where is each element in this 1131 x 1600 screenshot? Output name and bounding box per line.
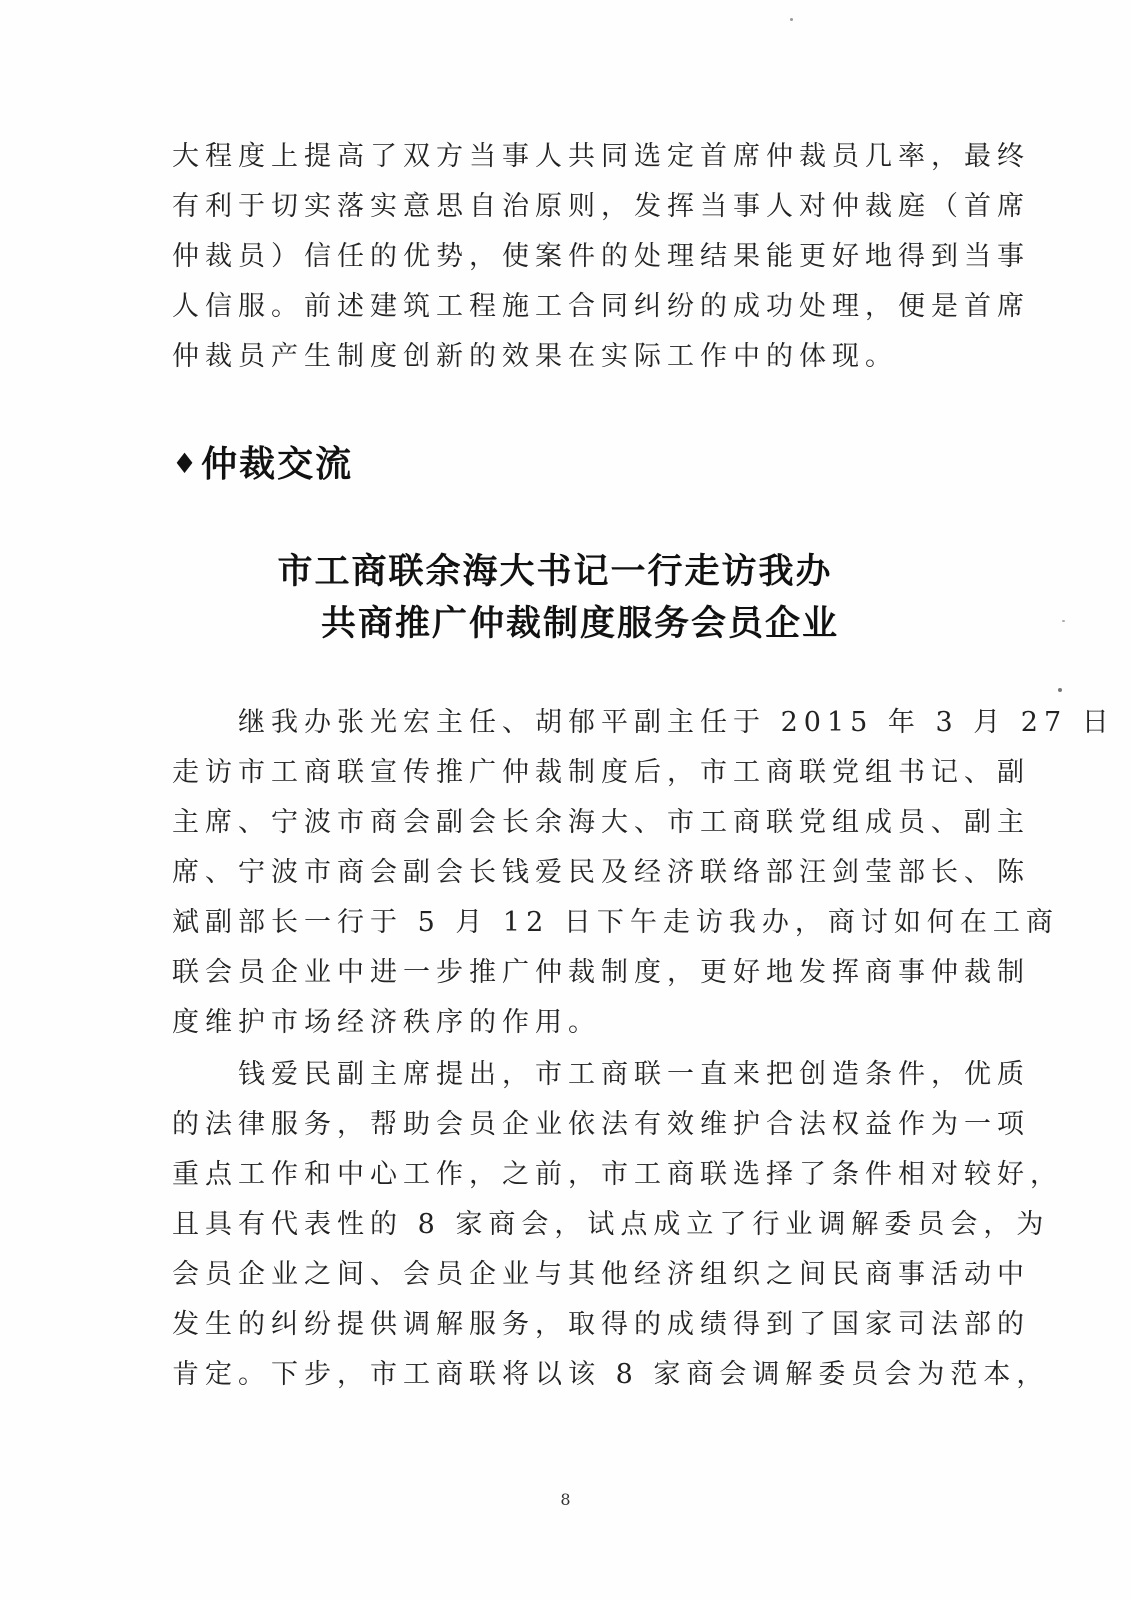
paragraph-line: 且具有代表性的 8 家商会，试点成立了行业调解委员会，为 — [172, 1209, 1050, 1240]
intro-line: 仲裁员产生制度创新的效果在实际工作中的体现。 — [172, 341, 898, 372]
paragraph-line: 发生的纠纷提供调解服务，取得的成绩得到了国家司法部的 — [172, 1309, 1030, 1340]
paragraph-line: 斌副部长一行于 5 月 12 日下午走访我办，商讨如何在工商 — [172, 907, 1059, 938]
paragraph-line: 度维护市场经济秩序的作用。 — [172, 1007, 601, 1038]
intro-line: 仲裁员）信任的优势，使案件的处理结果能更好地得到当事 — [172, 241, 1030, 272]
paragraph-line: 走访市工商联宣传推广仲裁制度后，市工商联党组书记、副 — [172, 757, 1030, 788]
paragraph-line: 钱爱民副主席提出，市工商联一直来把创造条件，优质 — [172, 1059, 1030, 1090]
intro-line: 大程度上提高了双方当事人共同选定首席仲裁员几率，最终 — [172, 141, 1030, 172]
scan-speck — [1058, 688, 1062, 692]
paragraph-line: 会员企业之间、会员企业与其他经济组织之间民商事活动中 — [172, 1259, 1030, 1290]
paragraph-line: 继我办张光宏主任、胡郁平副主任于 2015 年 3 月 27 日 — [172, 707, 1115, 738]
section-heading-text: 仲裁交流 — [201, 444, 354, 485]
article-paragraph-2 — [172, 1050, 1063, 1400]
intro-paragraph — [172, 132, 1030, 382]
page-number: 8 — [560, 1490, 571, 1509]
diamond-bullet-icon: ♦ — [172, 447, 200, 480]
paragraph-line: 联会员企业中进一步推广仲裁制度，更好地发挥商事仲裁制 — [172, 957, 1030, 988]
paragraph-line: 席、宁波市商会副会长钱爱民及经济联络部汪剑莹部长、陈 — [172, 857, 1030, 888]
paragraph-line: 主席、宁波市商会副会长余海大、市工商联党组成员、副主 — [172, 807, 1030, 838]
article-title-line-1: 市工商联余海大书记一行走访我办 — [277, 551, 833, 592]
section-heading — [172, 436, 353, 487]
article-paragraph-1 — [172, 698, 1115, 1048]
intro-line: 有利于切实落实意思自治原则，发挥当事人对仲裁庭（首席 — [172, 191, 1030, 222]
paragraph-line: 的法律服务，帮助会员企业依法有效维护合法权益作为一项 — [172, 1109, 1030, 1140]
paragraph-line: 肯定。下步，市工商联将以该 8 家商会调解委员会为范本， — [172, 1359, 1050, 1390]
intro-line: 人信服。前述建筑工程施工合同纠纷的成功处理，便是首席 — [172, 291, 1030, 322]
paragraph-line: 重点工作和中心工作，之前，市工商联选择了条件相对较好， — [172, 1159, 1063, 1190]
scan-speck — [790, 18, 793, 21]
scan-speck — [1062, 620, 1065, 622]
article-title-line-2: 共商推广仲裁制度服务会员企业 — [320, 603, 839, 644]
